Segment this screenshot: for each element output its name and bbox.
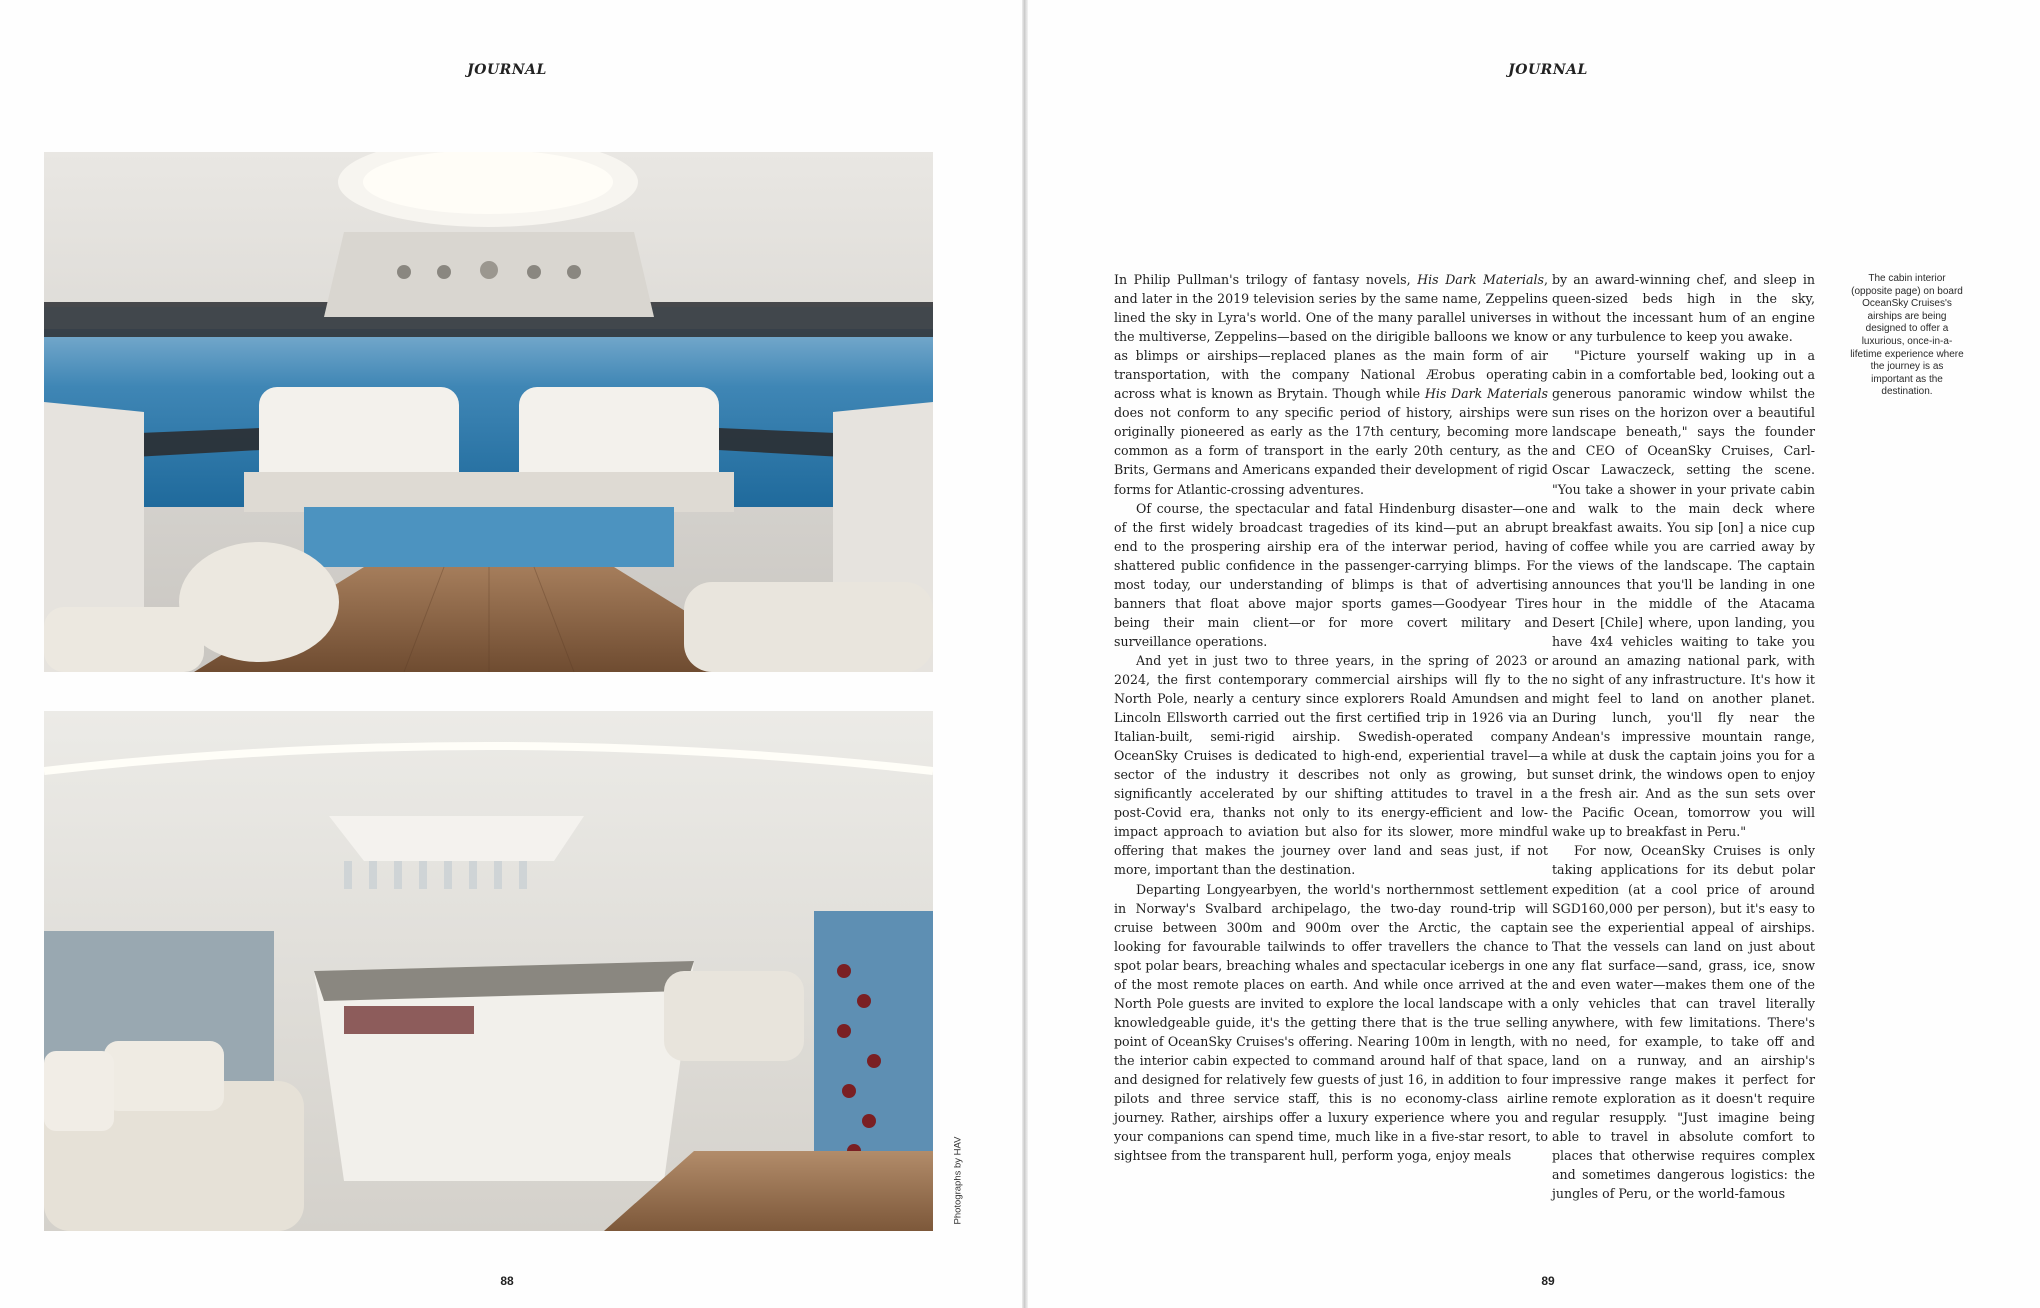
text-run: Photographs by HAV [952,1136,964,1225]
photo-credit [952,1125,966,1225]
article-paragraph-4: Departing Longyearbyen, the world's northernmost settlement in Norway's Svalbard archipelago, the two-day round-trip will cruise between 300m and 900m over the Arctic, the captain looking for favourable tailwinds to offer travellers the chance to spot polar bears, breaching whales and spectacular icebergs in one of the most remote places on earth. And while once arrived at the North Pole guests are invited to explore the local landscape with a knowledgeable guide, it's the getting there that is the true selling point of OceanSky Cruises's offering. Nearing 100m in length, with the interior cabin expected to command around half of that space, and designed for relatively few guests of just 16, in addition to four pilots and three service staff, this is no economy-class airline journey. Rather, airships offer a luxury experience where you and your companions can spend time, much like in a five-star resort, to sightsee from the transparent hull, perform yoga, enjoy meals [1114,881,1548,1164]
article-paragraph-2: Of course, the spectacular and fatal Hindenburg disaster—one of the first widely broadcast tragedies of its kind—put an abrupt end to the prospering airship era of the interwar period, having shattered public confidence in the passenger-carrying blimps. For most today, our understanding of blimps is that of advertising banners that float above major sports games—Goodyear Tires being their main client—or for more covert military and surveillance operations. [1114,500,1548,649]
article-paragraph-6: "Picture yourself waking up in a cabin in a comfortable bed, looking out a generous panoramic window whilst the sun rises on the horizon over a beautiful landscape beneath," says the founder and CEO of OceanSky Cruises, Carl-Oscar Lawaczeck, setting the scene. "You take a shower in your private cabin and walk to the main deck where breakfast awaits. You sip [on] a nice cup of coffee while you are carried away by the views of the landscape. The captain announces that you'll be landing in one hour in the middle of the Atacama Desert [Chile] where, upon landing, you have 4x4 vehicles waiting to take you around an amazing national park, with no sight of any infrastructure. It's how it might feel to land on another planet. During lunch, you'll fly near the Andean's impressive mountain range, while at dusk the captain joins you for a sunset drink, the windows open to enjoy the fresh air. And as the sun sets over the Pacific Ocean, tomorrow you will wake up to breakfast in Peru." [1552,348,1815,840]
page-number-left: 88 [500,1274,514,1288]
photo-bar-lounge [44,711,933,1231]
page-number-right: 89 [1541,1274,1555,1288]
article-column-2 [1552,270,1815,1203]
article-paragraph-1 [1114,270,1548,499]
cabin-lounge-illustration [44,152,933,672]
text-run: does not conform to any specific period of history, airships were originally pioneered as early as the 17th century, becoming more common as a form of transport in the early 20th century, as the Brits, Germans and Americans expanded their development of rigid forms for Atlantic-crossing adventures. [1114,405,1548,497]
text-run: , and later in the 2019 television series by the same name, Zeppelins lined the sky in Lyra's world. One of the many parallel universes in the multiverse, Zeppelins—based on the dirigible balloons we know as blimps or airships—replaced planes as the main form of air transportation, with the company National Ærobus operating across what is known as Brytain. Though while [1114,272,1548,402]
running-head-right: JOURNAL [1508,62,1588,78]
article-paragraph-5: by an award-winning chef, and sleep in queen-sized beds high in the sky, without the incessant hum of an engine or any turbulence to keep you awake. [1552,272,1815,345]
running-head-left: JOURNAL [467,62,547,78]
article-column-1 [1114,270,1548,1165]
book-title: His Dark Materials [1417,272,1544,287]
bar-lounge-illustration [44,711,933,1231]
article-paragraph-7: For now, OceanSky Cruises is only taking applications for its debut polar expedition (at a cool price of around SGD160,000 per person), but it's easy to see the experiential appeal of airships. That the vessels can land on just about any flat surface—sand, grass, ice, snow and even water—makes them one of the only vehicles that can travel literally anywhere, with few limitations. There's no need, for example, to take off and land on a runway, and an airship's impressive range makes it perfect for remote exploration as it doesn't require regular resupply. "Just imagine being able to travel in absolute comfort to places that otherwise requires complex and sometimes dangerous logistics: the jungles of Peru, or the world-famous [1552,843,1815,1202]
article-paragraph-3: And yet in just two to three years, in the spring of 2023 or 2024, the first contemporary commercial airships will fly to the North Pole, nearly a century since explorers Roald Amundsen and Lincoln Ellsworth carried out the first certified trip in 1926 via an Italian-built, semi-rigid airship. Swedish-operated company OceanSky Cruises is dedicated to high-end, experiential travel—a sector of the industry it describes not only as growing, but significantly accelerated by our shifting attitudes to travel in a post-Covid era, thanks not only to its energy-efficient and low-impact approach to aviation but also for its slower, more mindful offering that makes the journey over land and seas just, if not more, important than the destination. [1114,652,1548,878]
book-title: His Dark Materials [1424,386,1548,402]
photo-caption: The cabin interior (opposite page) on board OceanSky Cruises's airships are being designed to offer a luxurious, once-in-a-lifetime experience where the journey is as important as the destination. [1850,273,1964,398]
photo-cabin-lounge [44,152,933,672]
text-run: In Philip Pullman's trilogy of fantasy novels, [1114,272,1418,287]
